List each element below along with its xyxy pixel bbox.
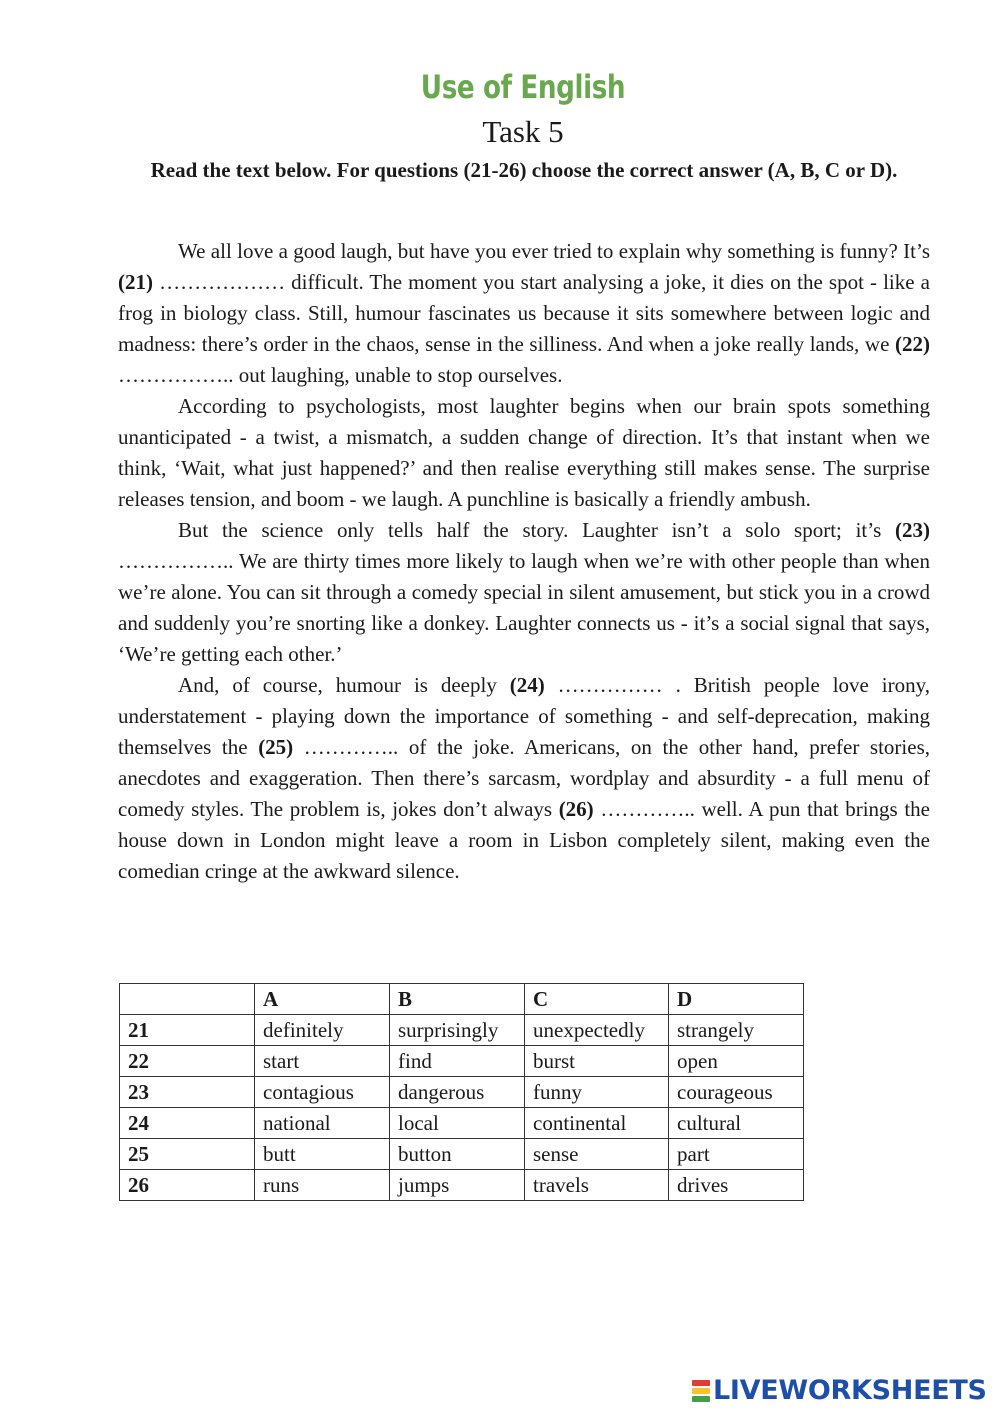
question-number: 25 — [120, 1139, 255, 1170]
question-number: 21 — [120, 1015, 255, 1046]
option-c: burst — [525, 1046, 669, 1077]
paragraph-2: According to psychologists, most laughter begins when our brain spots something unanticipated - a twist, a mismatch, a sudden change of direction. It’s that instant when we think, ‘Wait, what just happened?’ and then realise everything still makes sense. The surprise releases tension, and boom - we laugh. A punchline is basically a friendly ambush. — [118, 394, 930, 511]
question-number: 26 — [120, 1170, 255, 1201]
question-25-marker: (25) — [258, 735, 294, 759]
icon-bar — [692, 1380, 710, 1386]
option-a: contagious — [255, 1077, 390, 1108]
option-a: butt — [255, 1139, 390, 1170]
option-d: strangely — [669, 1015, 804, 1046]
option-d: open — [669, 1046, 804, 1077]
question-number: 24 — [120, 1108, 255, 1139]
option-a: start — [255, 1046, 390, 1077]
option-b: local — [390, 1108, 525, 1139]
table-header: B — [390, 984, 525, 1015]
paragraph-4: And, of course, humour is deeply (24) …………… . British people love irony, understatement - playing down the importance of something - and self-deprecation, making themselves the (25) ………….. of the joke. Americans, on the other hand, prefer stories, anecdotes and exaggeration. Then there’s sarcasm, wordplay and absurdity - a full menu of comedy styles. The problem is, jokes don’t always (26) ………….. well. A pun that brings the house down in London might leave a room in Lisbon completely silent, making even the comedian cringe at the awkward silence. — [118, 673, 931, 883]
table-row — [120, 1046, 804, 1077]
brand-name: LIVEWORKSHEETS — [713, 1375, 987, 1406]
table-header: A — [255, 984, 390, 1015]
icon-bar — [692, 1388, 710, 1394]
paragraph-3: But the science only tells half the story. Laughter isn’t a solo sport; it’s (23) …………….. We are thirty times more likely to laugh when we’re with other people than when we’re alone. You can sit through a comedy special in silent amusement, but stick you in a crowd and suddenly you’re snorting like a donkey. Laughter connects us - it’s a social signal that says, ‘We’re getting each other.’ — [118, 518, 930, 666]
table-header: C — [525, 984, 669, 1015]
question-number: 22 — [120, 1046, 255, 1077]
question-number: 23 — [120, 1077, 255, 1108]
liveworksheets-logo — [692, 1375, 987, 1406]
option-d: drives — [669, 1170, 804, 1201]
question-26-marker: (26) — [558, 797, 594, 821]
option-c: travels — [525, 1170, 669, 1201]
question-21-marker: (21) — [118, 270, 153, 294]
reading-passage — [118, 236, 930, 887]
table-row — [120, 1170, 804, 1201]
liveworksheets-icon — [692, 1380, 710, 1402]
table-row — [120, 1139, 804, 1170]
question-24-marker: (24) — [509, 673, 545, 697]
table-header-row — [120, 984, 804, 1015]
table-header — [120, 984, 255, 1015]
option-c: continental — [525, 1108, 669, 1139]
paragraph-1: We all love a good laugh, but have you ever tried to explain why something is funny? It’s (21) ……………… difficult. The moment you start analysing a joke, it dies on the spot - like a frog in biology class. Still, humour fascinates us because it sits somewhere between logic and madness: there’s order in the chaos, sense in the silliness. And when a joke really lands, we (22) …………….. out laughing, unable to stop ourselves. — [118, 239, 930, 387]
option-b: jumps — [390, 1170, 525, 1201]
option-b: find — [390, 1046, 525, 1077]
question-22-marker: (22) — [895, 332, 930, 356]
page-title: Use of English — [420, 68, 626, 106]
instruction: Read the text below. For questions (21-26) choose the correct answer (A, B, C or D). — [150, 158, 898, 182]
table-row — [120, 1015, 804, 1046]
option-a: national — [255, 1108, 390, 1139]
option-d: cultural — [669, 1108, 804, 1139]
option-a: runs — [255, 1170, 390, 1201]
option-d: part — [669, 1139, 804, 1170]
question-23-marker: (23) — [895, 518, 930, 542]
option-b: dangerous — [390, 1077, 525, 1108]
option-d: courageous — [669, 1077, 804, 1108]
option-c: funny — [525, 1077, 669, 1108]
option-b: surprisingly — [390, 1015, 525, 1046]
option-a: definitely — [255, 1015, 390, 1046]
options-table — [119, 983, 804, 1201]
table-row — [120, 1108, 804, 1139]
option-c: unexpectedly — [525, 1015, 669, 1046]
task-title: Task 5 — [482, 114, 564, 149]
icon-bar — [692, 1396, 710, 1402]
option-c: sense — [525, 1139, 669, 1170]
option-b: button — [390, 1139, 525, 1170]
table-header: D — [669, 984, 804, 1015]
table-row — [120, 1077, 804, 1108]
